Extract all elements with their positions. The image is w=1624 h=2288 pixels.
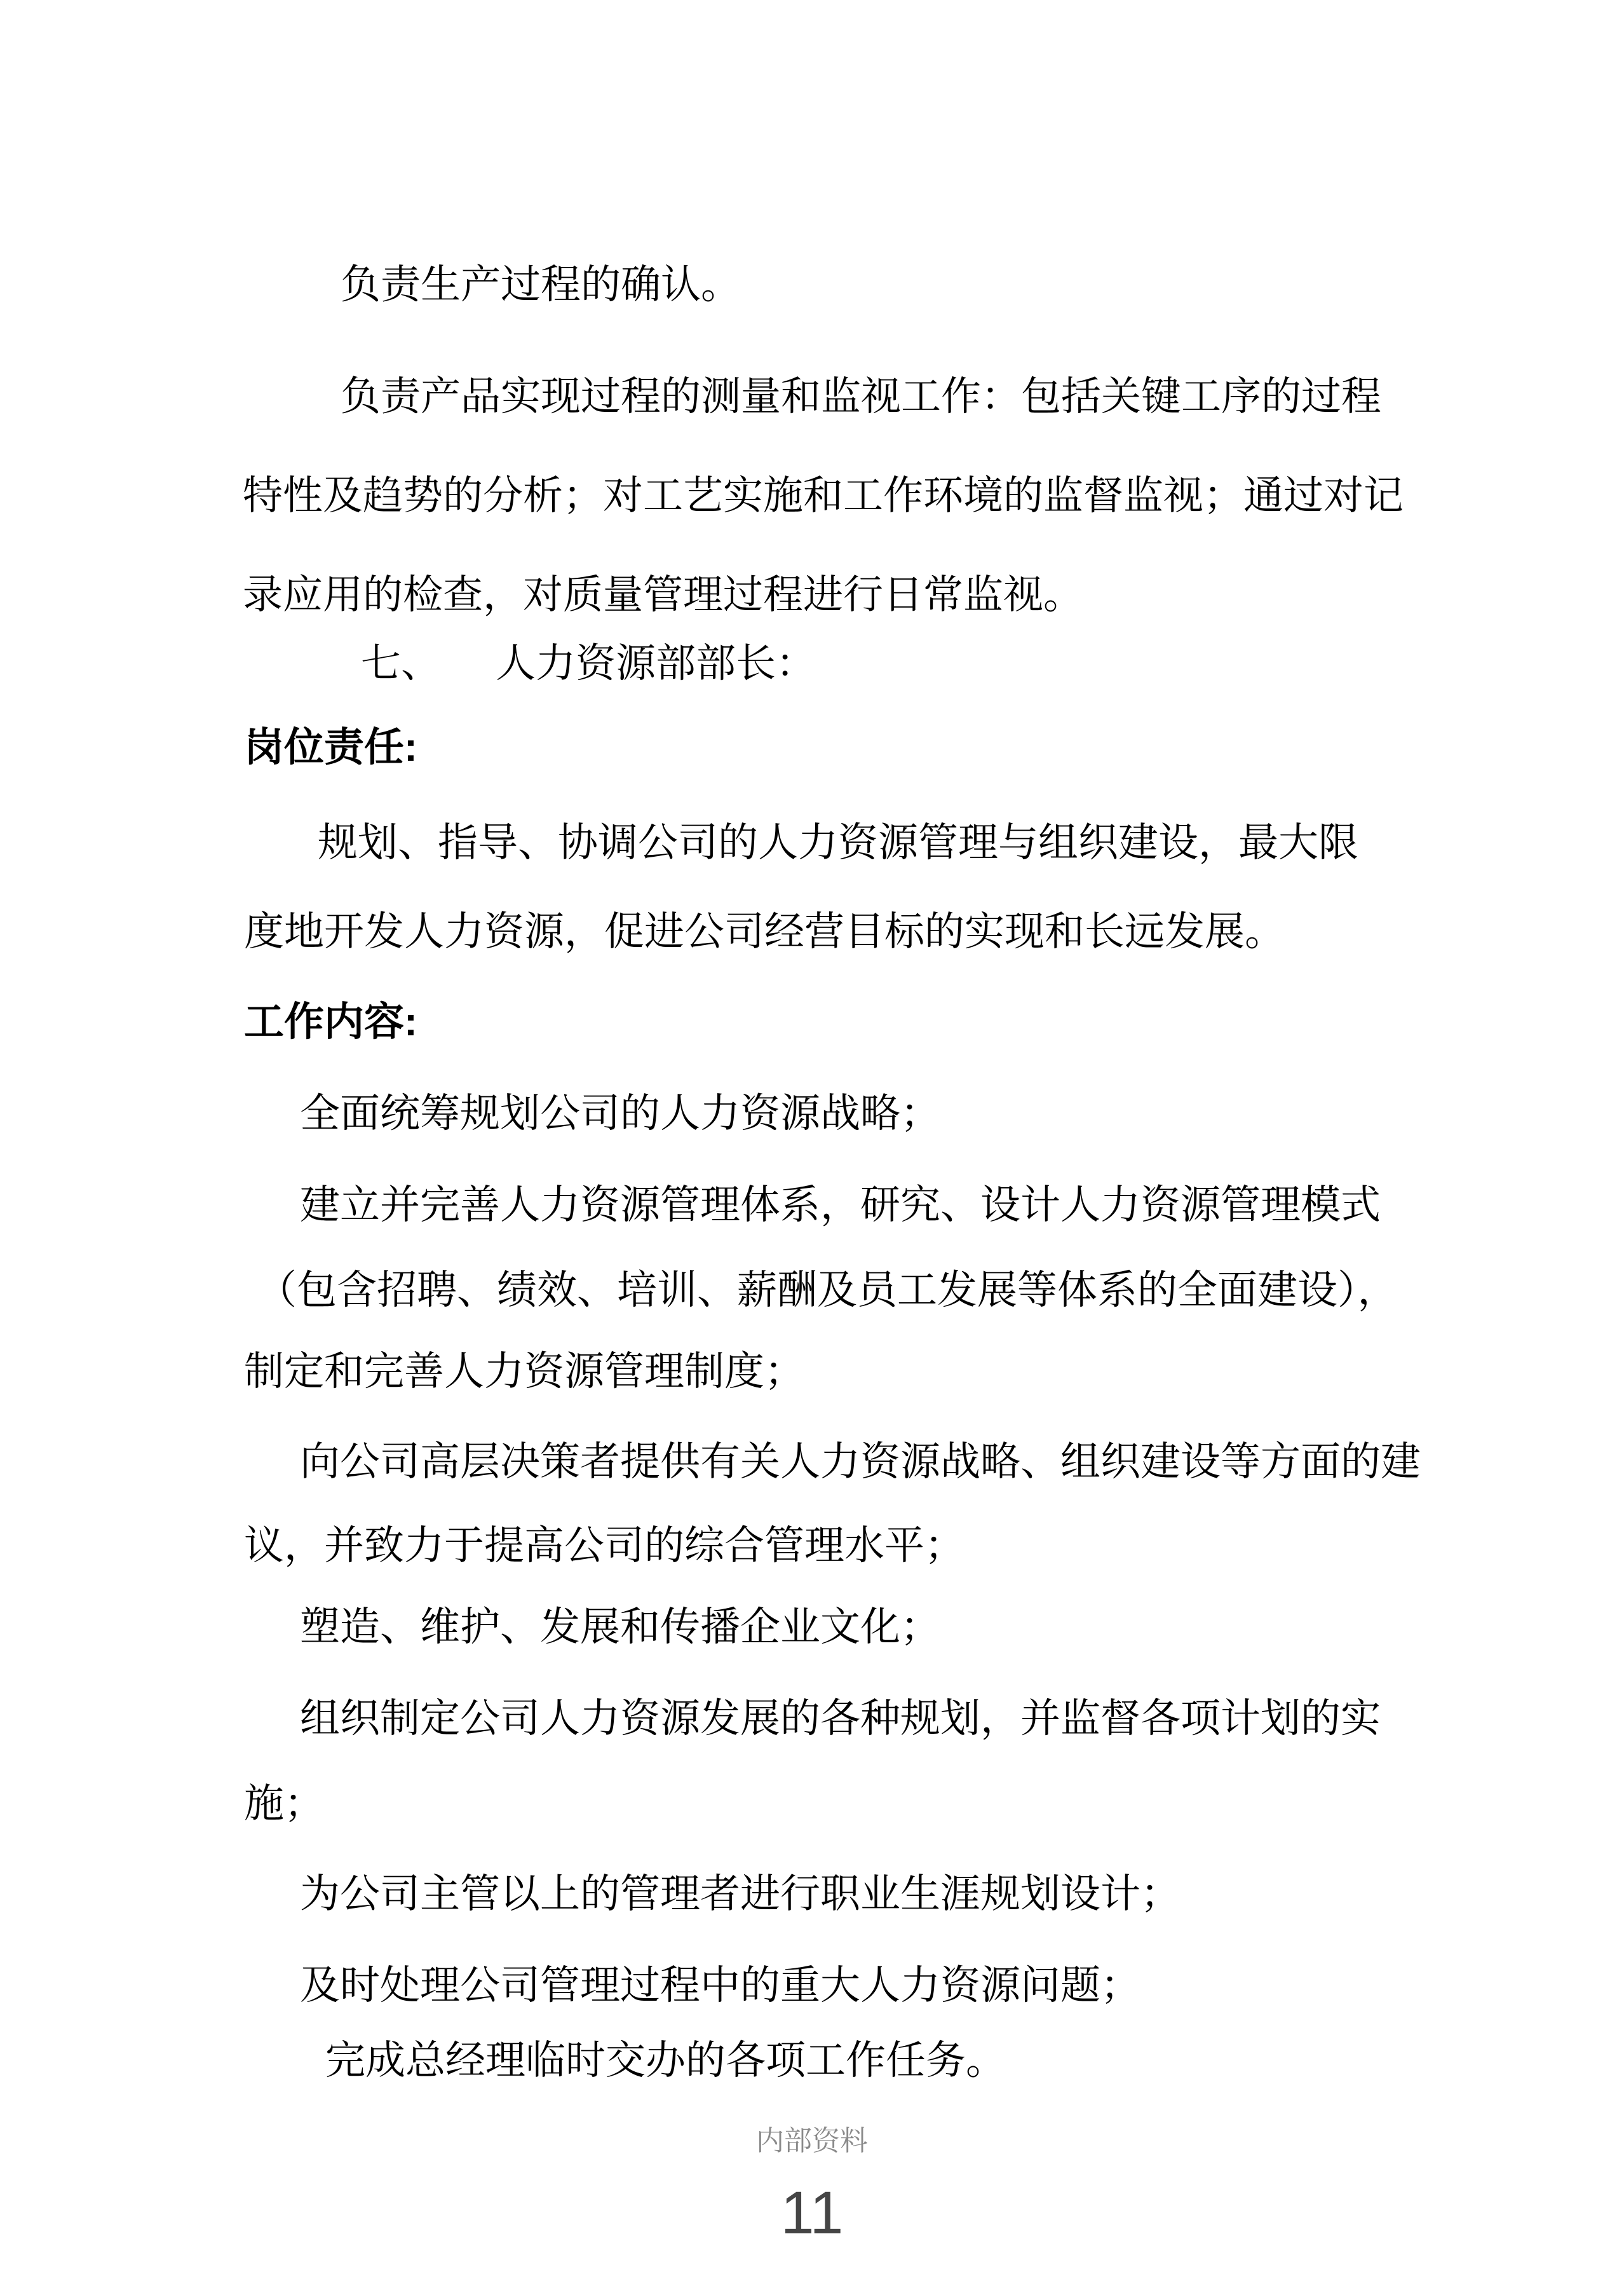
para-measure-monitor-line2 <box>243 473 1404 519</box>
para-advice-line1 <box>300 1439 1421 1485</box>
para-measure-monitor-line1 <box>341 374 1381 419</box>
para-culture <box>300 1604 940 1650</box>
text-segment: 施； <box>244 1781 324 1826</box>
heading-post-duty <box>244 725 417 770</box>
para-hr-system-line3 <box>244 1349 804 1394</box>
para-hr-system-line1 <box>300 1182 1381 1228</box>
text-segment: 全面统筹规划公司的人力资源战略； <box>300 1091 940 1136</box>
text-segment: 及时处理公司管理过程中的重大人力资源问题； <box>300 1963 1140 2008</box>
text-segment: 建立并完善人力资源管理体系，研究、设计人力资源管理模式 <box>300 1183 1381 1227</box>
para-measure-monitor-line3 <box>243 572 1083 618</box>
para-gm-tasks <box>325 2038 1006 2083</box>
para-major-issues <box>300 1963 1140 2008</box>
text-segment: 完成总经理临时交办的各项工作任务。 <box>325 2038 1006 2083</box>
footer-label: 内部资料 <box>756 2125 868 2156</box>
text-segment: 议，并致力于提高公司的综合管理水平； <box>244 1523 964 1568</box>
para-duty-line1 <box>318 820 1358 866</box>
text-segment: 为公司主管以上的管理者进行职业生涯规划设计； <box>300 1872 1181 1916</box>
para-career-design <box>300 1871 1181 1917</box>
para-duty-line2 <box>244 909 1285 955</box>
heading-work-content <box>244 999 417 1045</box>
text-segment: 制定和完善人力资源管理制度； <box>244 1349 804 1394</box>
text-segment: （包含招聘、绩效、培训、薪酬及员工发展等体系的全面建设）， <box>257 1268 1398 1312</box>
para-advice-line2 <box>244 1523 964 1569</box>
text-segment: 负责生产过程的确认。 <box>341 262 741 307</box>
para-plans-line2 <box>244 1781 324 1827</box>
para-production-confirm <box>341 262 741 308</box>
text-segment: 向公司高层决策者提供有关人力资源战略、组织建设等方面的建 <box>300 1440 1421 1484</box>
text-segment: 人力资源部部长： <box>496 641 816 686</box>
text-segment: 七、 <box>361 641 441 686</box>
text-segment: 规划、指导、协调公司的人力资源管理与组织建设，最大限 <box>318 821 1358 865</box>
text-segment: 岗位责任: <box>244 725 417 770</box>
para-plans-line1 <box>300 1696 1381 1741</box>
para-hr-system-line2 <box>257 1267 1398 1313</box>
text-segment: 负责产品实现过程的测量和监视工作：包括关键工序的过程 <box>341 374 1381 419</box>
para-hr-strategy <box>300 1091 940 1136</box>
text-segment: 工作内容: <box>244 1000 417 1044</box>
text-segment: 塑造、维护、发展和传播企业文化； <box>300 1605 940 1649</box>
text-segment: 录应用的检查，对质量管理过程进行日常监视。 <box>243 573 1083 617</box>
heading-section-seven <box>361 641 816 686</box>
page-number: 11 <box>780 2179 844 2247</box>
text-segment: 组织制定公司人力资源发展的各种规划，并监督各项计划的实 <box>300 1696 1381 1741</box>
text-segment: 度地开发人力资源，促进公司经营目标的实现和长远发展。 <box>244 909 1285 954</box>
text-segment: 特性及趋势的分析；对工艺实施和工作环境的监督监视；通过对记 <box>243 473 1404 518</box>
